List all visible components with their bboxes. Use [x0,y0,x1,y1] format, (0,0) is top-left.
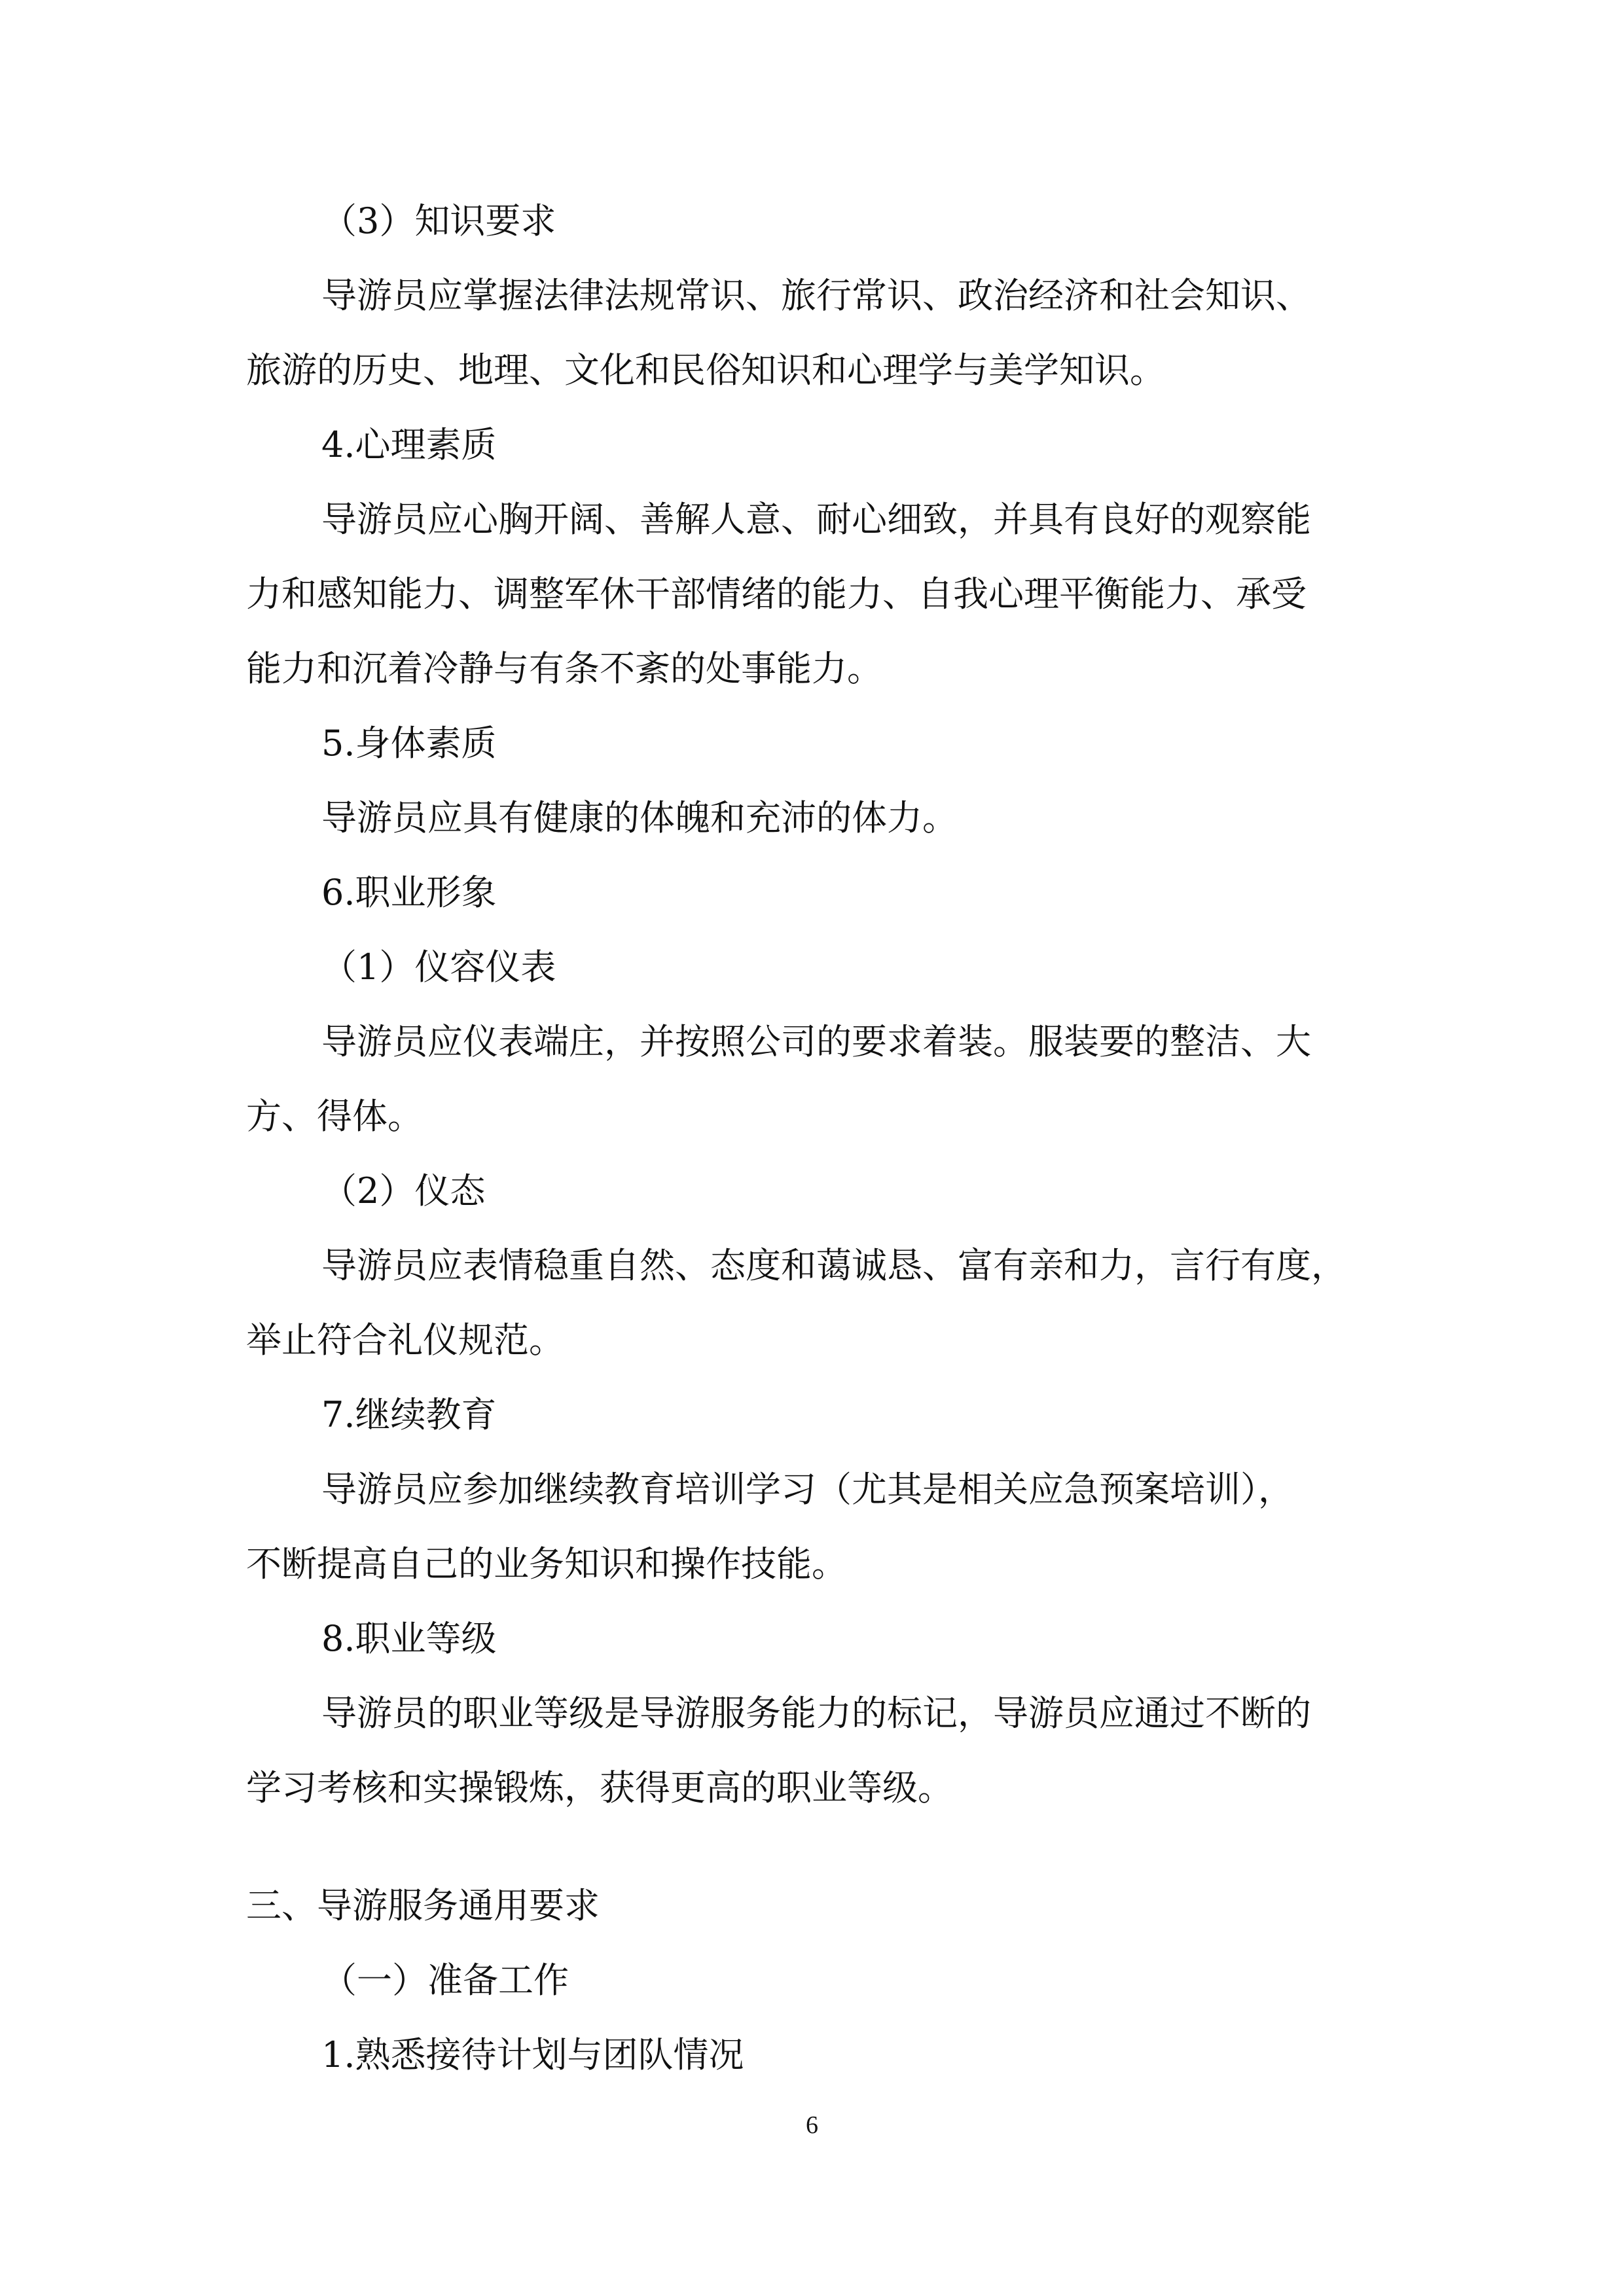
subheading-demeanor: （2）仪态 [321,1170,486,1211]
subheading-appearance: （1）仪容仪表 [321,946,556,988]
paragraph-line: 方、得体。 [246,1096,423,1137]
paragraph-line: 不断提高自己的业务知识和操作技能。 [246,1543,847,1585]
heading-psychological-quality: 4.心理素质 [321,424,497,465]
item-heading-reception-plan: 1.熟悉接待计划与团队情况 [321,2034,744,2075]
heading-professional-level: 8.职业等级 [321,1618,497,1659]
paragraph-line: 导游员应掌握法律法规常识、旅行常识、政治经济和社会知识、 [321,275,1311,316]
page-number: 6 [806,2111,818,2139]
paragraph-line: 导游员应心胸开阔、善解人意、耐心细致，并具有良好的观察能 [321,499,1311,540]
paragraph-line: 旅游的历史、地理、文化和民俗知识和心理学与美学知识。 [246,350,1165,391]
paragraph-line: 导游员应表情稳重自然、态度和蔼诚恳、富有亲和力，言行有度， [321,1245,1346,1286]
heading-physical-quality: 5.身体素质 [321,723,497,764]
paragraph-line: 学习考核和实操锻炼，获得更高的职业等级。 [246,1767,953,1808]
paragraph-line: 导游员的职业等级是导游服务能力的标记，导游员应通过不断的 [321,1693,1311,1734]
section-heading-general-requirements: 三、导游服务通用要求 [246,1885,600,1926]
paragraph-line: 导游员应仪表端庄，并按照公司的要求着装。服装要的整洁、大 [321,1021,1311,1062]
subheading-knowledge-requirements: （3）知识要求 [321,200,556,242]
heading-continuing-education: 7.继续教育 [321,1394,497,1435]
subsection-heading-preparation: （一）准备工作 [321,1960,569,2001]
paragraph-line: 导游员应参加继续教育培训学习（尤其是相关应急预案培训）， [321,1469,1293,1510]
paragraph-line: 力和感知能力、调整军休干部情绪的能力、自我心理平衡能力、承受 [246,573,1307,615]
paragraph-line: 能力和沉着冷静与有条不紊的处事能力。 [246,648,882,689]
paragraph-line: 导游员应具有健康的体魄和充沛的体力。 [321,797,958,838]
paragraph-line: 举止符合礼仪规范。 [246,1319,564,1361]
heading-professional-image: 6.职业形象 [321,872,497,913]
